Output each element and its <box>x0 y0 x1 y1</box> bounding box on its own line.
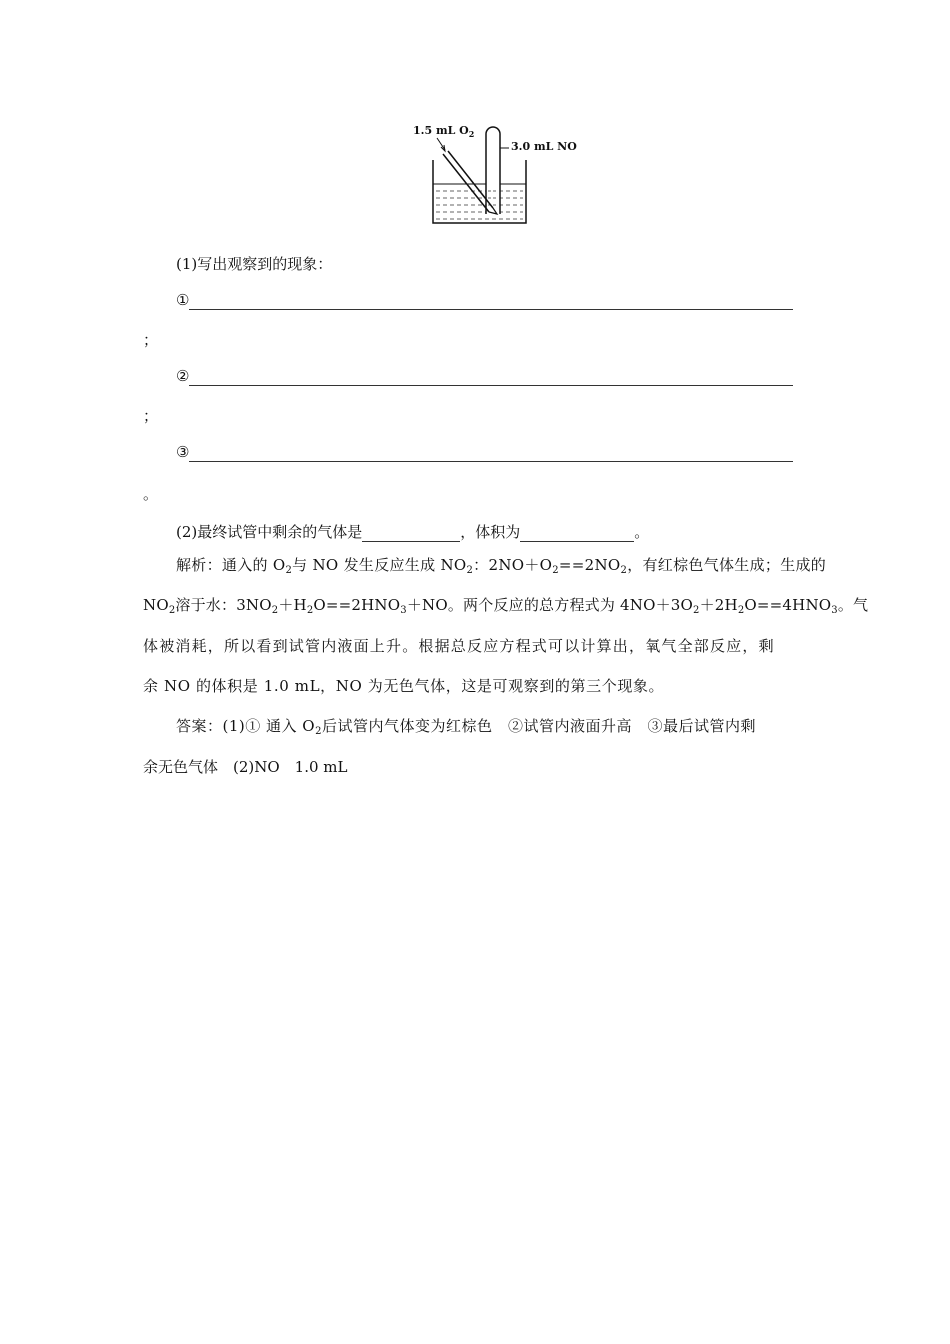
o2-label: 1.5 mL $O_2$ <box>413 124 475 139</box>
no-label: 3.0 mL NO <box>511 140 577 153</box>
answer-blank-2[interactable] <box>189 370 793 386</box>
q1-item-3: ③ <box>176 442 793 462</box>
volume-blank[interactable] <box>520 526 634 542</box>
q1-end-1: ； <box>143 331 159 349</box>
analysis-line-2: $NO_2$溶于水：$3NO_2+H_2O==2HNO_3+NO$。两个反应的总方程式为 $4NO+3O_2+2H_2O==4HNO_3$。气 <box>143 596 869 616</box>
apparatus-figure <box>405 120 585 230</box>
analysis-line-4: 余 NO 的体积是 1.0 mL，NO 为无色气体，这是可观察到的第三个现象。 <box>143 677 665 695</box>
q1-item-2: ② <box>176 366 793 386</box>
answer-blank-1[interactable] <box>189 294 793 310</box>
q2-line: (2)最终试管中剩余的气体是 ，体积为 。 <box>176 523 650 541</box>
analysis-line-1: 解析：通入的 $O_2$与 NO 发生反应生成 $NO_2$：$2NO+O_2==2NO_2$，有红棕色气体生成；生成的 <box>176 556 827 576</box>
q1-end-3: 。 <box>143 485 159 503</box>
q1-item-1: ① <box>176 290 793 310</box>
answer-line-2: 余无色气体 (2)NO 1.0 mL <box>143 758 348 776</box>
answer-line-1: 答案：(1)① 通入 $O_2$后试管内气体变为红棕色 ②试管内液面升高 ③最后试管内剩 <box>176 717 756 737</box>
answer-blank-3[interactable] <box>189 446 793 462</box>
gas-blank[interactable] <box>362 526 460 542</box>
q1-end-2: ； <box>143 407 159 425</box>
analysis-line-3: 体被消耗，所以看到试管内液面上升。根据总反应方程式可以计算出，氧气全部反应，剩 <box>143 637 775 655</box>
q1-intro: (1)写出观察到的现象： <box>176 255 333 273</box>
